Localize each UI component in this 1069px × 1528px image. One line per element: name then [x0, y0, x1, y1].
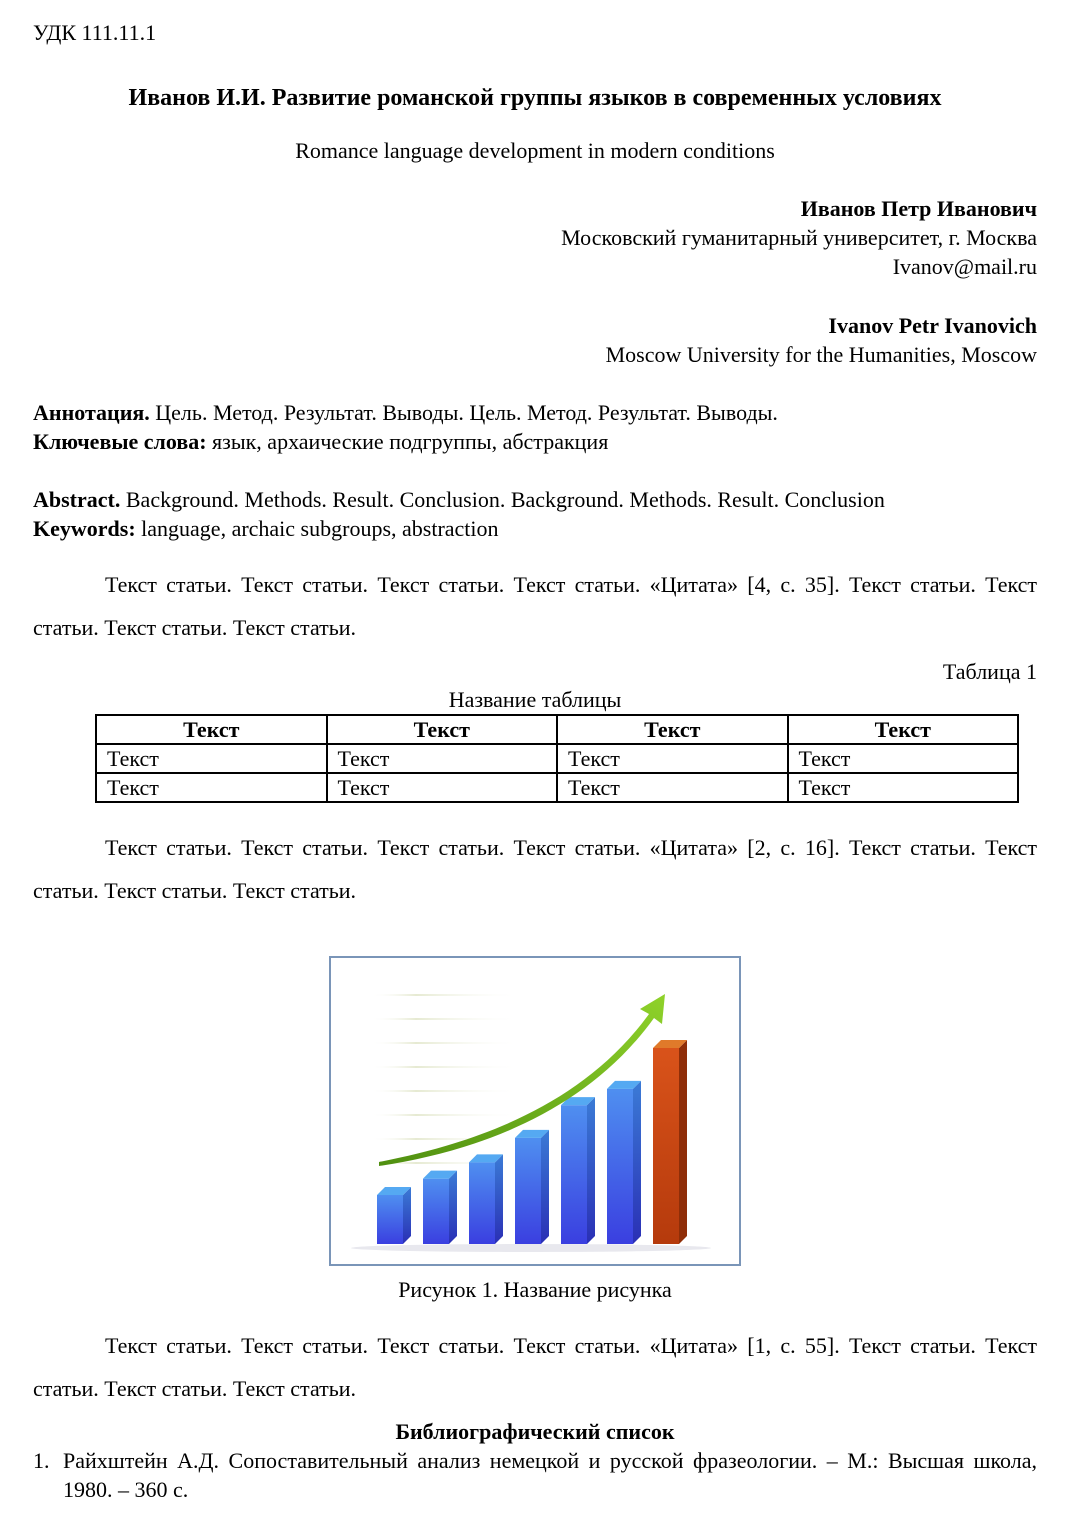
- table-row: [96, 773, 1018, 802]
- keywords-en-label: Keywords:: [33, 516, 136, 541]
- table-cell: Текст: [327, 744, 558, 773]
- author-email: Ivanov@mail.ru: [892, 254, 1037, 279]
- table-number: Таблица 1: [942, 659, 1037, 684]
- abstract-ru-line: [33, 398, 1037, 427]
- bibliography-item: [33, 1446, 1037, 1504]
- table-header-cell: Текст: [557, 715, 788, 744]
- author-name-en: Ivanov Petr Ivanovich: [828, 313, 1037, 338]
- abstract-en: [33, 485, 1037, 543]
- bibliography-item-number: 1.: [33, 1448, 50, 1473]
- gridline: [371, 1042, 521, 1044]
- abstract-ru-text: Цель. Метод. Результат. Выводы. Цель. Метод. Результат. Выводы.: [149, 400, 778, 425]
- chart-bar: [469, 1154, 503, 1244]
- table-header-cell: Текст: [788, 715, 1019, 744]
- body-paragraph: Текст статьи. Текст статьи. Текст статьи. Текст статьи. «Цитата» [4, с. 35]. Текст статьи. Текст статьи. Текст статьи. Текст статьи.: [33, 572, 1037, 640]
- keywords-en-line: [33, 514, 1037, 543]
- article-title: Иванов И.И. Развитие романской группы языков в современных условиях: [128, 85, 942, 111]
- table-cell: Текст: [96, 744, 327, 773]
- article-title-en: Romance language development in modern conditions: [295, 138, 775, 163]
- chart-gridlines: [371, 994, 521, 1164]
- bibliography-item-text: Райхштейн А.Д. Сопоставительный анализ немецкой и русской фразеологии. – М.: Высшая школа, 1980. – 360 с.: [63, 1448, 1037, 1502]
- chart-bar: [607, 1081, 641, 1244]
- table-cell: Текст: [327, 773, 558, 802]
- chart-bar: [423, 1171, 457, 1244]
- table-header-cell: Текст: [96, 715, 327, 744]
- author-name-ru: Иванов Петр Иванович: [800, 196, 1037, 221]
- figure-caption: Рисунок 1. Название рисунка: [398, 1277, 672, 1302]
- gridline: [371, 1066, 521, 1068]
- chart-bars: [351, 1040, 711, 1252]
- author-affiliation-ru: Московский гуманитарный университет, г. Москва: [561, 225, 1037, 250]
- body-paragraph: Текст статьи. Текст статьи. Текст статьи. Текст статьи. «Цитата» [1, с. 55]. Текст статьи. Текст статьи. Текст статьи. Текст статьи.: [33, 1333, 1037, 1401]
- paper-page: [33, 18, 1037, 1504]
- data-table: [95, 714, 1019, 803]
- keywords-ru-label: Ключевые слова:: [33, 429, 207, 454]
- gridline: [371, 1018, 521, 1020]
- table-cell: Текст: [788, 744, 1019, 773]
- table-cell: Текст: [96, 773, 327, 802]
- bibliography-list: [33, 1446, 1037, 1504]
- chart-bar: [377, 1187, 411, 1244]
- figure: [33, 956, 1037, 1304]
- abstract-ru-label: Аннотация.: [33, 400, 150, 425]
- gridline: [371, 994, 521, 996]
- abstract-en-text: Background. Methods. Result. Conclusion. Background. Methods. Result. Conclusion: [120, 487, 885, 512]
- author-affiliation-en: Moscow University for the Humanities, Moscow: [605, 342, 1037, 367]
- chart-bar: [561, 1097, 595, 1244]
- gridline: [371, 1090, 521, 1092]
- gridline: [371, 1138, 521, 1140]
- table-cell: Текст: [788, 773, 1019, 802]
- growth-chart-illustration: [331, 958, 739, 1264]
- chart-shadow: [351, 1244, 711, 1252]
- table-caption: Название таблицы: [448, 687, 622, 712]
- author-block-en: [33, 311, 1037, 369]
- udk-code: УДК 111.11.1: [33, 20, 157, 45]
- body-paragraph: Текст статьи. Текст статьи. Текст статьи. Текст статьи. «Цитата» [2, с. 16]. Текст статьи. Текст статьи. Текст статьи. Текст статьи.: [33, 835, 1037, 903]
- keywords-en-text: language, archaic subgroups, abstraction: [135, 516, 499, 541]
- table-cell: Текст: [557, 744, 788, 773]
- abstract-en-label: Abstract.: [33, 487, 121, 512]
- abstract-ru: [33, 398, 1037, 456]
- author-block-ru: [33, 194, 1037, 281]
- chart-bar: [653, 1040, 687, 1244]
- table-row: [96, 744, 1018, 773]
- keywords-ru-line: [33, 427, 1037, 456]
- figure-frame: [329, 956, 741, 1266]
- table-header-row: [96, 715, 1018, 744]
- bibliography-title: Библиографический список: [395, 1419, 675, 1444]
- keywords-ru-text: язык, архаические подгруппы, абстракция: [206, 429, 609, 454]
- abstract-en-line: [33, 485, 1037, 514]
- table-cell: Текст: [557, 773, 788, 802]
- table-header-cell: Текст: [327, 715, 558, 744]
- chart-bar: [515, 1130, 549, 1244]
- gridline: [371, 1114, 521, 1116]
